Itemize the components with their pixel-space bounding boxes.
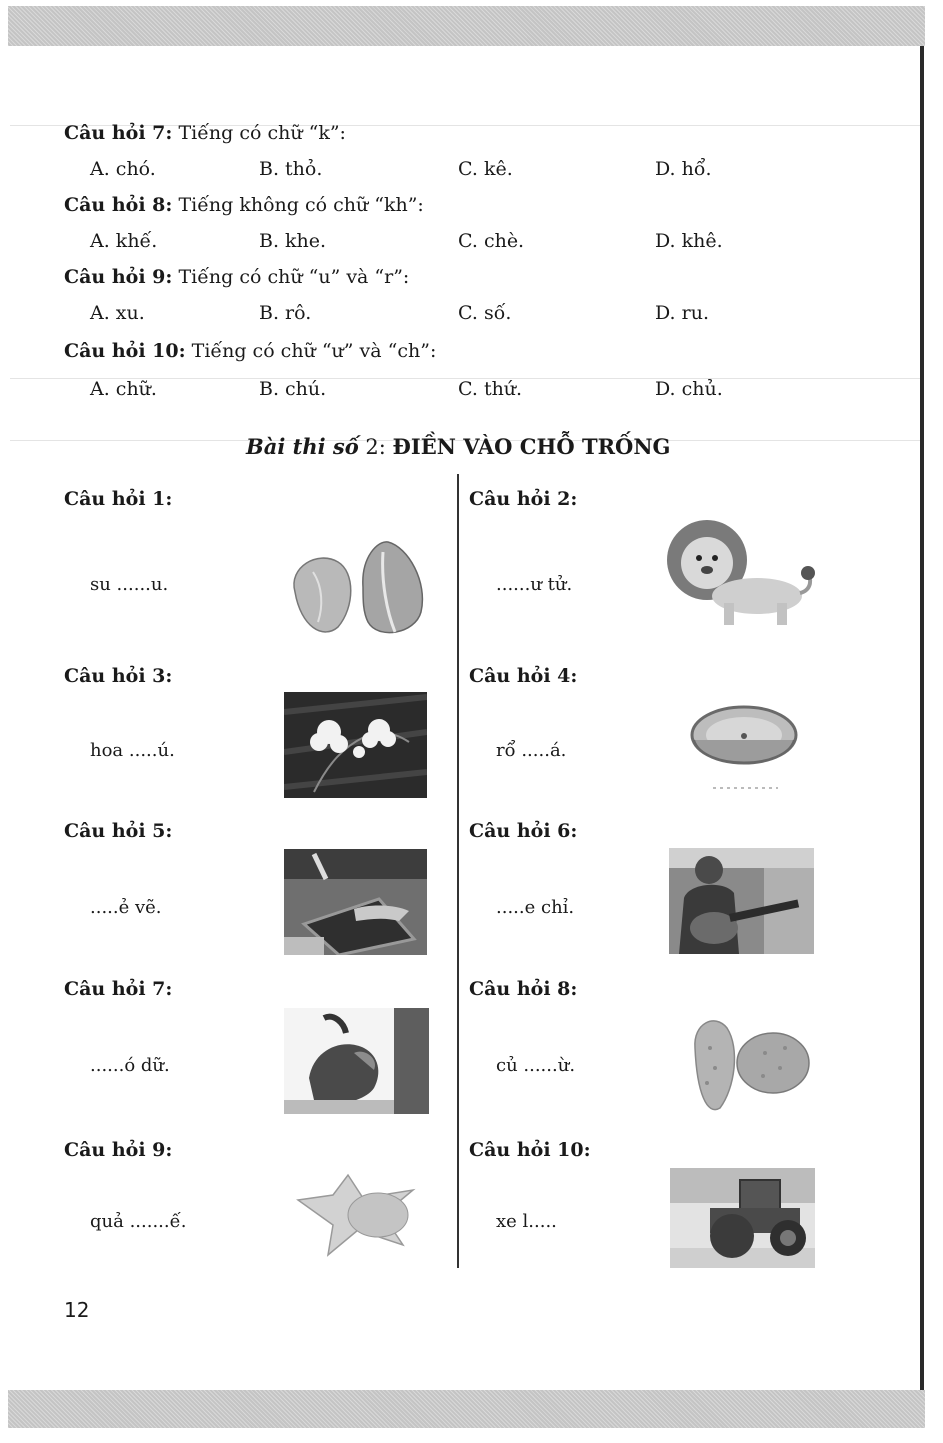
question-text: Tiếng có chữ “k”: [172, 122, 346, 144]
fill-question-9-text: quả .......ế. [90, 1211, 187, 1232]
hand-drawing-on-slate-image [284, 849, 427, 955]
option-b: B. thỏ. [259, 158, 323, 180]
question-10 [64, 340, 436, 362]
option-d: D. chủ. [655, 378, 723, 400]
fill-question-8-label: Câu hỏi 8: [469, 978, 578, 1000]
fill-question-6-label: Câu hỏi 6: [469, 820, 578, 842]
option-d: D. ru. [655, 302, 709, 324]
page-right-border [920, 46, 924, 1390]
option-b: B. khe. [259, 230, 327, 252]
fill-question-8-text: củ ......ừ. [496, 1055, 576, 1076]
column-divider [457, 474, 459, 1268]
option-a: A. chó. [90, 158, 156, 180]
fill-question-6-text: .....e chỉ. [496, 897, 575, 918]
option-a: A. chữ. [90, 378, 157, 400]
question-text: Tiếng có chữ “u” và “r”: [172, 266, 410, 288]
option-a: A. xu. [90, 302, 145, 324]
woven-basket-image [688, 700, 800, 795]
fill-question-4-label: Câu hỏi 4: [469, 665, 578, 687]
option-c: C. thứ. [458, 378, 523, 400]
fill-question-3-label: Câu hỏi 3: [64, 665, 173, 687]
fill-question-2-label: Câu hỏi 2: [469, 488, 578, 510]
lion-cartoon-image [662, 518, 820, 630]
question-label: Câu hỏi 7: [64, 122, 173, 144]
barking-dog-image [284, 1008, 429, 1114]
section-title [246, 434, 670, 459]
option-b: B. rô. [259, 302, 312, 324]
question-label: Câu hỏi 9: [64, 266, 173, 288]
fill-question-10-text: xe l..... [496, 1211, 557, 1232]
option-b: B. chú. [259, 378, 327, 400]
option-d: D. khê. [655, 230, 723, 252]
page-number: 12 [64, 1298, 90, 1322]
fill-question-7-label: Câu hỏi 7: [64, 978, 173, 1000]
question-7 [64, 122, 346, 144]
question-9 [64, 266, 409, 288]
fill-question-5-label: Câu hỏi 5: [64, 820, 173, 842]
star-fruit-image [288, 1170, 423, 1260]
scan-footer-band [8, 1390, 925, 1428]
option-c: C. số. [458, 302, 512, 324]
fill-question-9-label: Câu hỏi 9: [64, 1139, 173, 1161]
section-title-main: ĐIỀN VÀO CHỖ TRỐNG [392, 434, 671, 459]
question-text: Tiếng có chữ “ư” và “ch”: [185, 340, 437, 362]
road-roller-image [670, 1168, 815, 1268]
scan-header-band [8, 6, 925, 46]
white-orchid-flowers-image [284, 692, 427, 798]
option-c: C. kê. [458, 158, 513, 180]
section-title-number: 2: [358, 435, 393, 459]
fill-question-1-text: su ......u. [90, 574, 169, 595]
question-text: Tiếng không có chữ “kh”: [172, 194, 424, 216]
option-d: D. hổ. [655, 158, 712, 180]
fill-question-4-text: rổ .....á. [496, 740, 567, 761]
fill-question-7-text: ......ó dữ. [90, 1055, 170, 1076]
option-a: A. khế. [90, 230, 158, 252]
fill-question-5-text: .....ẻ vẽ. [90, 897, 162, 918]
fill-question-3-text: hoa .....ú. [90, 740, 175, 761]
chayote-fruit-image [283, 532, 428, 640]
question-label: Câu hỏi 8: [64, 194, 173, 216]
question-label: Câu hỏi 10: [64, 340, 186, 362]
yam-tubers-image [685, 1008, 813, 1116]
option-c: C. chè. [458, 230, 525, 252]
fill-question-10-label: Câu hỏi 10: [469, 1139, 591, 1161]
fill-question-1-label: Câu hỏi 1: [64, 488, 173, 510]
man-with-guitar-image [669, 848, 814, 954]
fill-question-2-text: ......ư tử. [496, 574, 573, 595]
question-8 [64, 194, 424, 216]
section-title-italic: Bài thi số [246, 434, 359, 459]
